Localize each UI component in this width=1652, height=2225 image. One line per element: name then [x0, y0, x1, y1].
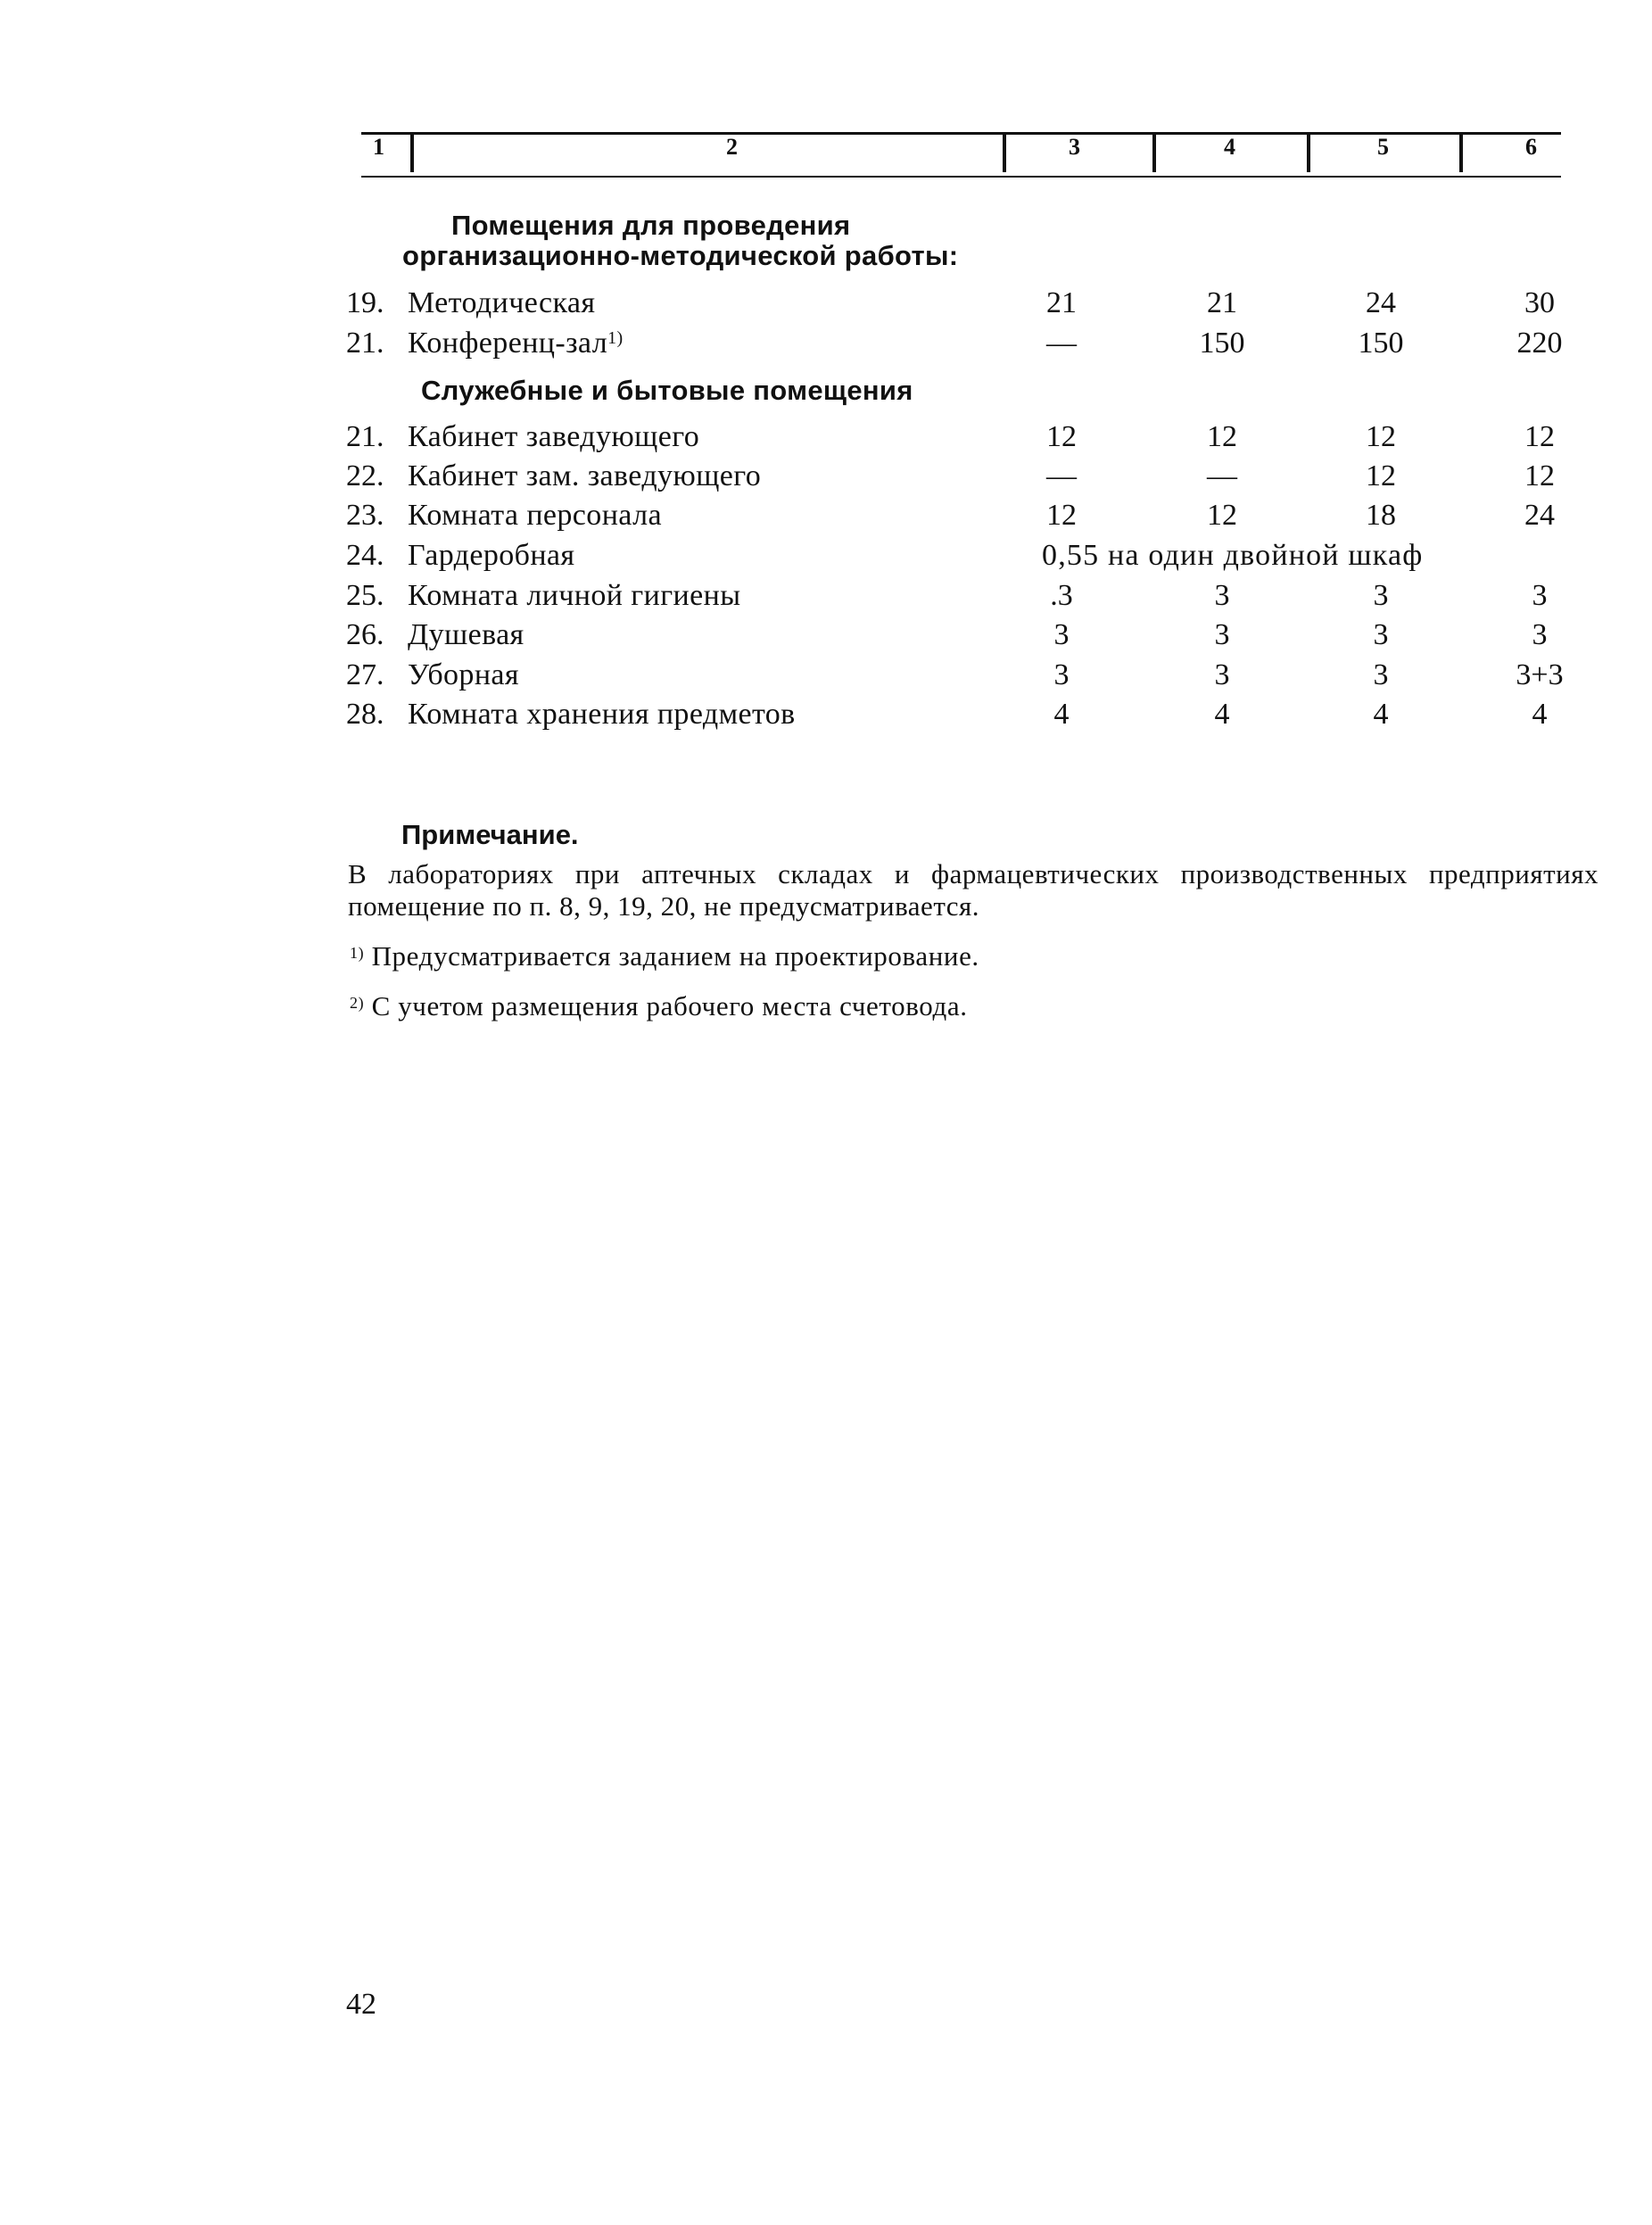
- table-row: [0, 457, 1652, 496]
- footnote-reference: 1): [607, 328, 624, 348]
- value-col-6: 3+3: [1516, 658, 1564, 691]
- table-row: [0, 536, 1652, 575]
- table-row: [0, 418, 1652, 457]
- row-number: 22.: [346, 459, 384, 492]
- value-col-4: 4: [1214, 698, 1230, 731]
- value-col-6: 4: [1532, 698, 1548, 731]
- value-col-3: —: [1046, 327, 1077, 360]
- row-number: 27.: [346, 658, 384, 691]
- table-row: [0, 324, 1652, 363]
- row-number: 24.: [346, 539, 384, 572]
- footnote-mark: 2): [350, 994, 365, 1012]
- room-name: Комната персонала: [408, 499, 662, 532]
- page-number: 42: [346, 1988, 376, 2021]
- table-header-separator: [1459, 132, 1463, 172]
- table-header-bottom-rule: [361, 176, 1561, 178]
- room-name: Уборная: [408, 658, 519, 691]
- column-header-5: 5: [1377, 134, 1389, 160]
- table-row: [0, 616, 1652, 655]
- table-row: [0, 284, 1652, 323]
- table-row: [0, 695, 1652, 734]
- room-name: Гардеробная: [408, 539, 575, 572]
- room-name: Кабинет заведующего: [408, 420, 700, 453]
- value-col-3: 21: [1046, 286, 1077, 319]
- room-name-text: Конференц-зал: [408, 327, 608, 360]
- row-number: 26.: [346, 618, 384, 651]
- footnote: [350, 988, 968, 1024]
- value-col-5: 3: [1373, 579, 1389, 612]
- value-col-4: 150: [1199, 327, 1245, 360]
- column-header-3: 3: [1069, 134, 1080, 160]
- value-col-4: —: [1207, 459, 1237, 492]
- table-row: [0, 496, 1652, 535]
- row-number: 21.: [346, 420, 384, 453]
- section-heading-line-2: организационно-методической работы:: [402, 240, 959, 271]
- note-title: Примечание.: [401, 819, 579, 850]
- value-col-6: 220: [1516, 327, 1563, 360]
- room-name: [408, 324, 624, 363]
- value-col-4: 3: [1214, 658, 1230, 691]
- row-number: 25.: [346, 579, 384, 612]
- table-row: [0, 576, 1652, 616]
- value-col-3: 4: [1053, 698, 1070, 731]
- column-header-1: 1: [373, 134, 384, 160]
- room-name: Комната личной гигиены: [408, 579, 741, 612]
- table-row: [0, 656, 1652, 695]
- row-number: 19.: [346, 286, 384, 319]
- value-col-6: 3: [1532, 618, 1548, 651]
- table-header-separator: [1152, 132, 1156, 172]
- value-col-6: 24: [1524, 499, 1555, 532]
- value-col-5: 3: [1373, 658, 1389, 691]
- footnote: [350, 939, 979, 974]
- value-col-5: 4: [1373, 698, 1389, 731]
- value-col-6: 12: [1524, 459, 1555, 492]
- value-col-6: 30: [1524, 286, 1555, 319]
- row-number: 23.: [346, 499, 384, 532]
- value-col-4: 21: [1207, 286, 1237, 319]
- room-name: Методическая: [408, 286, 596, 319]
- column-header-4: 4: [1224, 134, 1235, 160]
- footnote-text: С учетом размещения рабочего места счетовода.: [371, 990, 968, 1022]
- value-col-4: 3: [1214, 618, 1230, 651]
- value-col-3: 3: [1053, 618, 1070, 651]
- value-col-3: 12: [1046, 420, 1077, 453]
- value-col-5: 12: [1366, 459, 1396, 492]
- table-header-separator: [1003, 132, 1006, 172]
- spanning-value: 0,55 на один двойной шкаф: [1042, 539, 1424, 572]
- value-col-3: 12: [1046, 499, 1077, 532]
- value-col-3: 3: [1053, 658, 1070, 691]
- note-body: В лабораториях при аптечных складах и фармацевтических производственных предприятиях помещение по п. 8, 9, 19, 20, не предусматривается.: [348, 858, 1598, 922]
- section-heading: Служебные и бытовые помещения: [421, 375, 913, 406]
- value-col-5: 3: [1373, 618, 1389, 651]
- column-header-6: 6: [1525, 134, 1537, 160]
- value-col-5: 150: [1358, 327, 1404, 360]
- value-col-3: —: [1046, 459, 1077, 492]
- value-col-4: 12: [1207, 499, 1237, 532]
- room-name: Кабинет зам. заведующего: [408, 459, 762, 492]
- footnote-text: Предусматривается заданием на проектирование.: [371, 940, 979, 972]
- room-name: Комната хранения предметов: [408, 698, 796, 731]
- section-heading-line-1: Помещения для проведения: [451, 210, 851, 241]
- value-col-5: 24: [1366, 286, 1396, 319]
- footnote-mark: 1): [350, 944, 365, 962]
- value-col-5: 18: [1366, 499, 1396, 532]
- value-col-4: 12: [1207, 420, 1237, 453]
- row-number: 28.: [346, 698, 384, 731]
- table-header-separator: [1307, 132, 1310, 172]
- row-number: 21.: [346, 327, 384, 360]
- value-col-6: 3: [1532, 579, 1548, 612]
- table-header-separator: [410, 132, 414, 172]
- value-col-3: .3: [1050, 579, 1073, 612]
- room-name: Душевая: [408, 618, 525, 651]
- value-col-4: 3: [1214, 579, 1230, 612]
- value-col-5: 12: [1366, 420, 1396, 453]
- value-col-6: 12: [1524, 420, 1555, 453]
- column-header-2: 2: [726, 134, 738, 160]
